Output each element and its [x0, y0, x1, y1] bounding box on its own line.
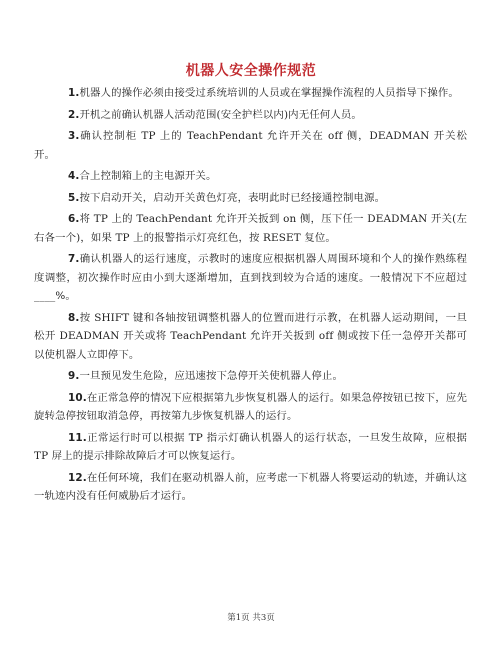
list-item [34, 389, 467, 426]
item-text: 确认机器人的运行速度，示教时的速度应根据机器人周围环境和个人的操作熟练程度调整，初次操作时应由小到大逐渐增加，直到找到较为合适的速度。一般情况下不应超过____%。 [34, 253, 467, 302]
item-text: 按 SHIFT 键和各轴按钮调整机器人的位置而进行示教，在机器人运动期间，一旦松开 DEADMAN 开关或将 TeachPendant 允许开关扳到 off 侧或按下任一急停开关都可以使机器人立即停下。 [34, 311, 467, 361]
list-item [34, 367, 467, 386]
list-item [34, 309, 467, 365]
list-item [34, 250, 467, 306]
list-item [34, 127, 467, 164]
item-text: 开机之前确认机器人活动范围(安全护栏以内)内无任何人员。 [79, 108, 362, 121]
item-number: 3. [68, 130, 80, 142]
list-item [34, 106, 467, 125]
item-list [34, 84, 467, 509]
item-text: 机器人的操作必须由接受过系统培训的人员或在掌握操作流程的人员指导下操作。 [79, 87, 459, 99]
item-number: 12. [68, 471, 87, 484]
item-number: 2. [68, 108, 80, 121]
item-number: 11. [68, 431, 87, 444]
item-number: 9. [68, 370, 80, 382]
list-item [34, 167, 467, 186]
list-item [34, 469, 467, 506]
item-text: 在任何环境，我们在驱动机器人前，应考虑一下机器人将要运动的轨迹，并确认这一轨迹内没有任何威胁后才运行。 [34, 471, 467, 502]
item-text: 在正常急停的情况下应根据第九步恢复机器人的运行。如果急停按钮已按下，应先旋转急停按钮取消急停，再按第九步恢复机器人的运行。 [34, 391, 467, 422]
list-item [34, 84, 467, 103]
item-number: 4. [68, 170, 80, 182]
list-item [34, 210, 467, 247]
page-footer: 第1页 共3页 [227, 613, 275, 623]
item-text: 正常运行时可以根据 TP 指示灯确认机器人的运行状态，一旦发生故障，应根据 TP 屏上的提示排除故障后才可以恢复运行。 [34, 431, 467, 462]
item-text: 确认控制柜 TP 上的 TeachPendant 允许开关在 off 侧，DEADMAN 开关松开。 [34, 130, 467, 161]
list-item [34, 429, 467, 466]
item-number: 8. [68, 311, 80, 324]
item-number: 7. [68, 253, 80, 265]
item-number: 10. [68, 391, 87, 404]
item-text: 一旦预见发生危险，应迅速按下急停开关使机器人停止。 [79, 370, 343, 382]
item-text: 合上控制箱上的主电源开关。 [79, 170, 217, 182]
list-item [34, 189, 467, 208]
document-title: 机器人安全操作规范 [185, 63, 317, 79]
item-number: 5. [68, 191, 80, 204]
item-number: 1. [68, 87, 80, 99]
item-text: 将 TP 上的 TeachPendant 允许开关扳到 on 侧，压下任一 DEADMAN 开关(左右各一个)，如果 TP 上的报警指示灯亮红色，按 RESET 复位。 [34, 213, 467, 244]
item-number: 6. [68, 213, 80, 225]
item-text: 按下启动开关，启动开关黄色灯亮，表明此时已经接通控制电源。 [79, 191, 386, 204]
